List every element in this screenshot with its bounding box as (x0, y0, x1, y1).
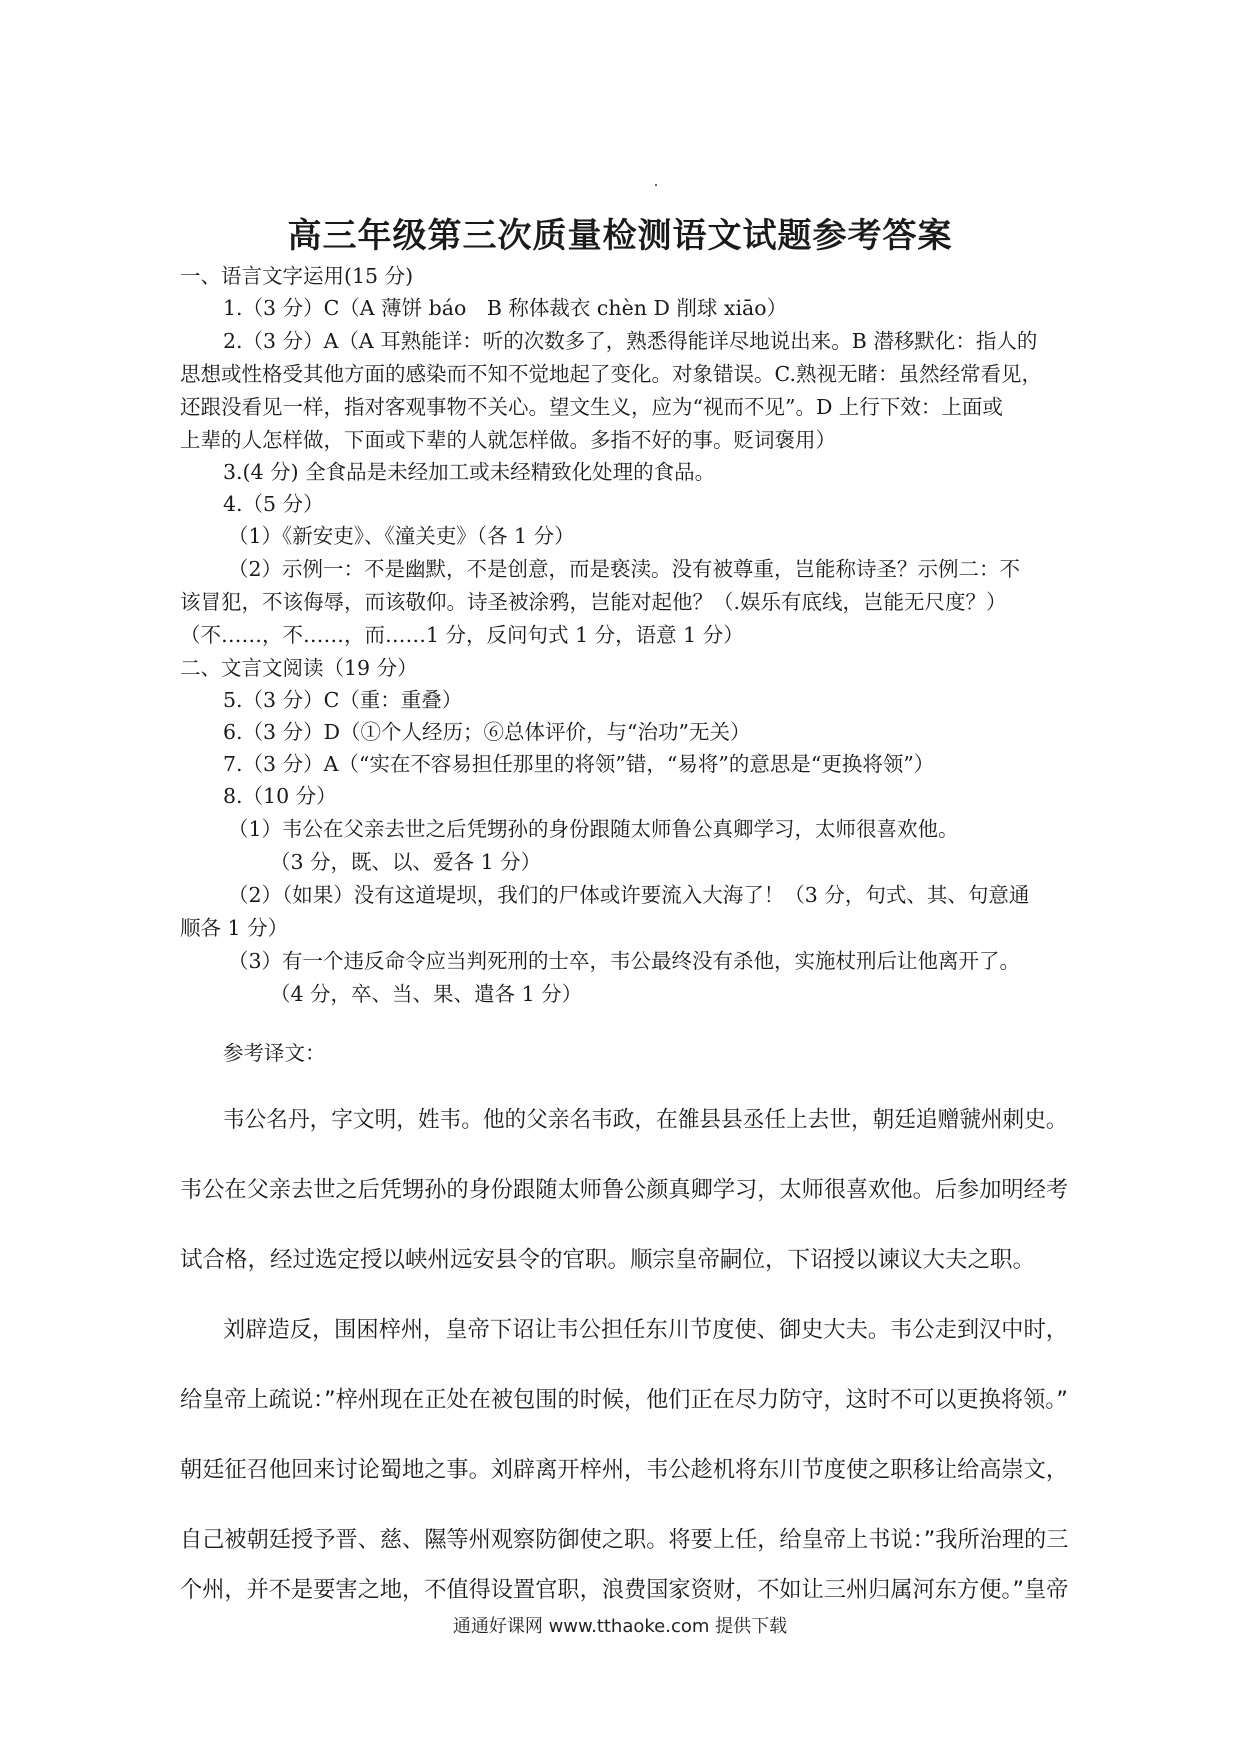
answer-line: （1）韦公在父亲去世之后凭甥孙的身份跟随太师鲁公真卿学习，太师很喜欢他。 (228, 817, 959, 841)
answer-line: 思想或性格受其他方面的感染而不知不觉地起了变化。对象错误。C.熟视无睹：虽然经常看见， (180, 362, 1042, 386)
answer-line: （2）示例一：不是幽默，不是创意，而是亵渎。没有被尊重，岂能称诗圣？示例二：不 (228, 557, 1021, 581)
translation-line: 自己被朝廷授予晋、慈、隰等州观察防御使之职。将要上任，给皇帝上书说：”我所治理的三 (180, 1527, 1069, 1553)
answer-line: 6.（3 分）D（①个人经历；⑥总体评价，与“治功”无关） (223, 720, 751, 744)
section-heading: 二、文言文阅读（19 分） (180, 656, 418, 680)
section-heading: 一、语言文字运用(15 分) (180, 264, 414, 288)
translation-line: 刘辟造反，围困梓州，皇帝下诏让韦公担任东川节度使、御史大夫。韦公走到汉中时， (223, 1317, 1069, 1343)
answer-line: 3.(4 分) 全食品是未经加工或未经精致化处理的食品。 (223, 460, 716, 484)
answer-line: 上辈的人怎样做，下面或下辈的人就怎样做。多指不好的事。贬词褒用） (180, 428, 836, 452)
answer-line: 5.（3 分）C（重：重叠） (223, 688, 463, 712)
answer-line: （1）《新安吏》、《潼关吏》（各 1 分） (228, 524, 575, 548)
answer-line: （3）有一个违反命令应当判死刑的士卒，韦公最终没有杀他，实施杖刑后让他离开了。 (228, 949, 1021, 973)
translation-line: 给皇帝上疏说：”梓州现在正处在被包围的时候，他们正在尽力防守，这时不可以更换将领。” (180, 1387, 1068, 1413)
answer-line: 2.（3 分）A（A 耳熟能详：听的次数多了，熟悉得能详尽地说出来。B 潜移默化：指人的 (223, 329, 1038, 353)
answer-line: 4.（5 分） (223, 492, 324, 516)
answer-line: 顺各 1 分） (180, 916, 289, 940)
answer-line: 8.（10 分） (223, 784, 337, 808)
translation-heading: 参考译文： (223, 1041, 326, 1065)
translation-line: 试合格，经过选定授以峡州远安县令的官职。顺宗皇帝嗣位，下诏授以谏议大夫之职。 (180, 1247, 1036, 1273)
answer-line: （不……，不……，而……1 分，反问句式 1 分，语意 1 分） (180, 623, 744, 647)
answer-line: （3 分，既、以、爱各 1 分） (270, 850, 542, 874)
translation-line: 韦公名丹，字文明，姓韦。他的父亲名韦政，在雒县县丞任上去世，朝廷追赠虢州刺史。 (223, 1107, 1068, 1133)
answer-line: （2）（如果）没有这道堤坝，我们的尸体或许要流入大海了！（3 分，句式、其、句意通 (228, 883, 1030, 907)
answer-line: 还跟没看见一样，指对客观事物不关心。望文生义，应为“视而不见”。D 上行下效：上面或 (180, 395, 1003, 419)
answer-line: 1.（3 分）C（A 薄饼 báo B 称体裁衣 chèn D 削球 xiāo） (223, 296, 788, 320)
translation-line: 朝廷征召他回来讨论蜀地之事。刘辟离开梓州，韦公趁机将东川节度使之职移让给高崇文， (180, 1457, 1069, 1483)
answer-line: 7.（3 分）A（“实在不容易担任那里的将领”错，“易将”的意思是“更换将领”） (223, 752, 935, 776)
page-title: 高三年级第三次质量检测语文试题参考答案 (287, 216, 953, 256)
scan-speck (655, 184, 657, 186)
page-footer: 通通好课网 www.tthaoke.com 提供下载 (452, 1616, 788, 1637)
answer-line: 该冒犯，不该侮辱，而该敬仰。诗圣被涂鸦，岂能对起他？（.娱乐有底线，岂能无尺度？） (180, 590, 1007, 614)
answer-line: （4 分，卒、当、果、遣各 1 分） (270, 982, 583, 1006)
translation-line: 韦公在父亲去世之后凭甥孙的身份跟随太师鲁公颜真卿学习，太师很喜欢他。后参加明经考 (180, 1177, 1069, 1203)
translation-line: 个州，并不是要害之地，不值得设置官职，浪费国家资财，不如让三州归属河东方便。”皇帝 (180, 1577, 1069, 1603)
